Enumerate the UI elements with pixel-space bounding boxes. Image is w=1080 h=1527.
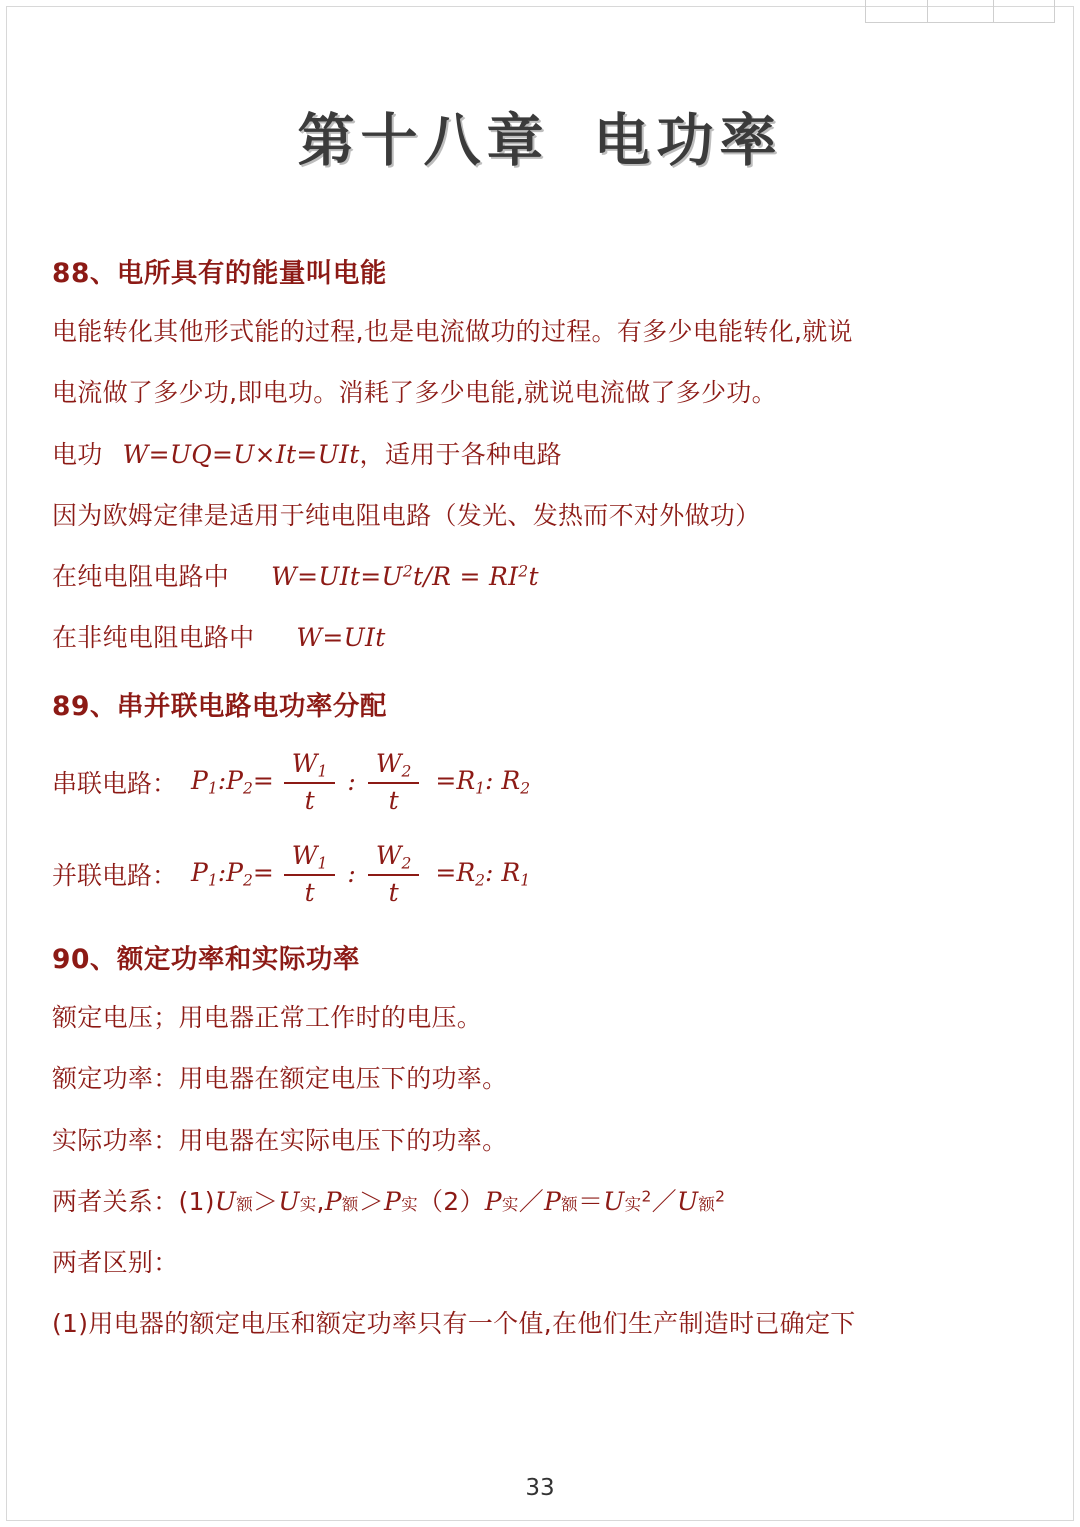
paragraph-88-1: 电能转化其他形式能的过程,也是电流做功的过程。有多少电能转化,就说 xyxy=(52,317,853,346)
paragraph-90-difference-label: 两者区别： xyxy=(52,1248,179,1278)
paragraph-88-ohm: 因为欧姆定律是适用于纯电阻电路（发光、发热而不对外做功） xyxy=(52,500,761,530)
label-pure-resistance: 在纯电阻电路中 xyxy=(52,562,230,591)
formula-pure-part2: t/R = RI xyxy=(413,562,519,591)
ratio-parallel-circuit xyxy=(52,841,1032,907)
formula-nonpure: W=UIt xyxy=(296,623,386,653)
formula-w-uq-tail: ，适用于各种电路 xyxy=(359,439,562,469)
parallel-fraction-2 xyxy=(368,841,420,907)
series-lhs: $P_1:P_2=$ xyxy=(191,766,274,798)
paragraph-90-actual-power: 实际功率：用电器在实际电压下的功率。 xyxy=(52,1125,508,1155)
formula-nonpure-resistance-line xyxy=(52,622,1032,653)
paragraph-90-rated-voltage: 额定电压；用电器正常工作时的电压。 xyxy=(52,1003,483,1033)
chapter-title-left: 第十八章 xyxy=(297,108,550,174)
series-frac1-denominator: t xyxy=(284,782,336,815)
parallel-frac1-denominator: t xyxy=(284,874,336,907)
parallel-ratio-colon: : xyxy=(347,859,356,889)
relation-prefix: 两者关系：(1) xyxy=(52,1186,215,1216)
parallel-fraction-1 xyxy=(284,841,336,907)
body-text xyxy=(48,251,1032,1340)
label-parallel-circuit: 并联电路： xyxy=(52,860,178,890)
paragraph-90-relation: 两者关系：(1)U额＞U实,P额＞P实（2）P实／P额＝U实$^2$／U额$^2$ xyxy=(52,1186,726,1216)
paragraph-88-2: 电流做了多少功,即电功。消耗了多少电能,就说电流做了多少功。 xyxy=(52,378,777,408)
label-series-circuit: 串联电路： xyxy=(52,768,178,798)
series-fraction-2 xyxy=(368,749,420,815)
parallel-frac2-denominator: t xyxy=(368,874,420,907)
parallel-frac2-numerator: $W_2$ xyxy=(375,840,412,873)
paragraph-90-rated-power: 额定功率：用电器在额定电压下的功率。 xyxy=(52,1064,508,1094)
formula-w-uq: W=UQ=U×It=UIt xyxy=(122,439,360,469)
series-ratio-colon: : xyxy=(347,767,356,797)
formula-pure-resistance-line xyxy=(52,561,1032,592)
parallel-lhs: $P_1:P_2=$ xyxy=(191,858,274,890)
formula-pure-sup1: 2 xyxy=(402,562,414,581)
section-heading-90: 90、额定功率和实际功率 xyxy=(52,944,360,976)
page-title xyxy=(48,95,1032,177)
series-fraction-1 xyxy=(284,749,336,815)
section-heading-88: 88、电所具有的能量叫电能 xyxy=(52,258,387,289)
formula-electric-work xyxy=(52,439,1032,470)
paragraph-90-difference-1: (1)用电器的额定电压和额定功率只有一个值,在他们生产制造时已确定下 xyxy=(52,1309,856,1339)
formula-pure-part1: W=UIt=U xyxy=(271,562,403,591)
chapter-title-right: 电功率 xyxy=(593,108,783,174)
ratio-series-circuit xyxy=(52,749,1032,815)
series-rhs: $=R_1$: $R_2$ xyxy=(435,766,531,798)
section-heading-89: 89、串并联电路电功率分配 xyxy=(52,690,387,722)
formula-pure-sup2: 2 xyxy=(518,562,529,581)
series-frac2-denominator: t xyxy=(368,782,420,815)
parallel-rhs: $=R_2$: $R_1$ xyxy=(435,858,531,890)
label-nonpure-resistance: 在非纯电阻电路中 xyxy=(52,623,255,653)
series-frac2-numerator: $W_2$ xyxy=(375,748,412,780)
formula-pure-part3: t xyxy=(528,562,539,591)
series-frac1-numerator: $W_1$ xyxy=(291,748,328,780)
label-dian-gong: 电功 xyxy=(52,439,103,469)
parallel-frac1-numerator: $W_1$ xyxy=(291,840,328,873)
page-number: 33 xyxy=(525,1475,555,1501)
